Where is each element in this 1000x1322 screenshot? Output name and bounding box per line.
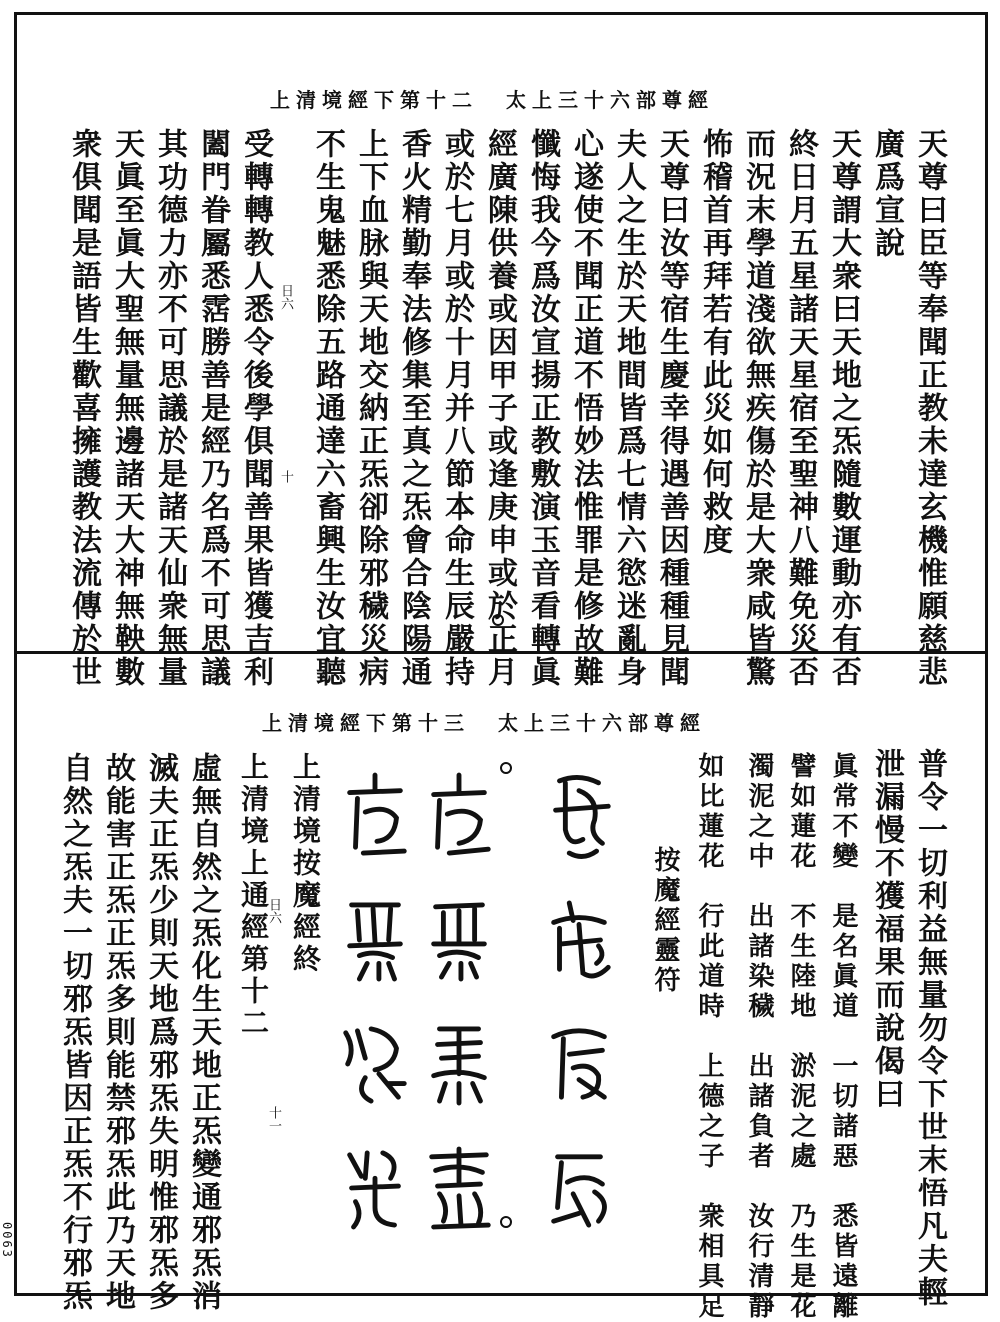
text-column: 天尊曰汝等宿生慶幸得遇善因種種見聞 [654, 128, 689, 689]
bottom-header [262, 707, 706, 735]
text-column: 天尊謂大衆曰天地之炁隨數運動亦有否 [826, 128, 861, 689]
text-column: 不生鬼魅悉除五路通達六畜興生汝宜聽 [310, 128, 345, 689]
verse-column: 譬如蓮花 不生陸地 淤泥之處 乃生是花 [786, 752, 816, 1322]
talisman-column [420, 770, 500, 1266]
margin-note: 十一 [266, 1106, 281, 1132]
text-column: 而況末學道淺欲無疾傷於是大衆咸皆驚 [740, 128, 775, 689]
talisman-column [336, 770, 416, 1266]
talisman-icon [336, 1142, 414, 1234]
text-column: 闔門眷屬悉霑勝善是經乃名爲不可思議 [195, 128, 230, 689]
text-column: 普令一切利益無量勿令下世末悟凡夫輕 [912, 748, 947, 1309]
verse-column: 如比蓮花 行此道時 上德之子 衆相具足 [694, 752, 724, 1322]
talisman-icon [540, 770, 618, 862]
talisman-icon [540, 1018, 618, 1110]
text-column: 其功德力亦不可思議於是諸天仙衆無量 [152, 128, 187, 689]
bottom-header-right: 上清境經下第十三 [262, 711, 470, 735]
talisman-icon [420, 1142, 498, 1234]
text-column: 衆俱聞是語皆生歡喜擁護教法流傳於世 [66, 128, 101, 689]
text-column: 怖稽首再拜若有此災如何救度 [697, 128, 732, 557]
talisman-icon [420, 1018, 498, 1110]
talisman-icon [540, 1142, 618, 1234]
next-scripture-title: 上清境上通經第十二 [237, 752, 270, 1040]
talisman-icon [420, 894, 498, 986]
circle-mark [500, 762, 512, 774]
text-column: 經廣陳供養或因甲子或逢庚申或於正月 [482, 128, 517, 689]
text-column: 天尊曰臣等奉聞正教未達玄機惟願慈悲 [912, 128, 947, 689]
margin-note: 十 [278, 470, 293, 483]
text-column: 滅夫正炁少則天地爲邪炁失明惟邪炁多 [143, 752, 178, 1313]
top-header-right: 上清境經下第十二 [270, 88, 478, 112]
page-number: 0063 [0, 1222, 14, 1259]
text-column: 或於七月或於十月并八節本命生辰嚴持 [439, 128, 474, 689]
verse-column: 濁泥之中 出諸染穢 出諸負者 汝行清靜 [744, 752, 774, 1322]
talisman-icon [420, 770, 498, 862]
text-column: 虛無自然之炁化生天地正炁變通邪炁消 [186, 752, 221, 1313]
text-column: 懺悔我今爲汝宣揚正教敷演玉音看轉眞 [525, 128, 560, 689]
talisman-heading: 按魔經靈符 [650, 846, 680, 996]
text-column: 終日月五星諸天星宿至聖神八難免災否 [783, 128, 818, 689]
talisman-icon [336, 1018, 414, 1110]
verse-column: 眞常不變 是名眞道 一切諸惡 悉皆遠離 [828, 752, 858, 1322]
text-column: 自然之炁夫一切邪炁皆因正炁不行邪炁 [57, 752, 92, 1313]
circle-mark [500, 1216, 512, 1228]
top-header-left: 太上三十六部尊經 [506, 88, 714, 112]
text-column: 上下血脉與天地交納正炁卻除邪穢災病 [353, 128, 388, 689]
closing-title: 上清境按魔經終 [289, 752, 322, 976]
text-column: 廣爲宣說 [869, 128, 904, 260]
talisman-column [540, 770, 620, 1266]
bottom-header-left: 太上三十六部尊經 [498, 711, 706, 735]
talisman-icon [336, 894, 414, 986]
text-column: 心遂使不聞正道不悟妙法惟罪是修故難 [568, 128, 603, 689]
circle-mark [492, 614, 504, 626]
text-column: 泄漏慢不獲福果而說偈曰 [869, 748, 904, 1111]
text-column: 香火精勤奉法修集至真之炁會合陰陽通 [396, 128, 431, 689]
text-column: 天眞至眞大聖無量無邊諸天大神無鞅數 [109, 128, 144, 689]
talisman-icon [540, 894, 618, 986]
margin-note: 日六 [278, 284, 293, 310]
text-column: 受轉轉教人悉令後學俱聞善果皆獲吉利 [238, 128, 273, 689]
text-column: 故能害正炁正炁多則能禁邪炁此乃天地 [100, 752, 135, 1313]
talisman-icon [336, 770, 414, 862]
top-header [270, 84, 714, 112]
text-column: 夫人之生於天地間皆爲七情六慾迷亂身 [611, 128, 646, 689]
margin-note: 日六 [266, 898, 281, 924]
